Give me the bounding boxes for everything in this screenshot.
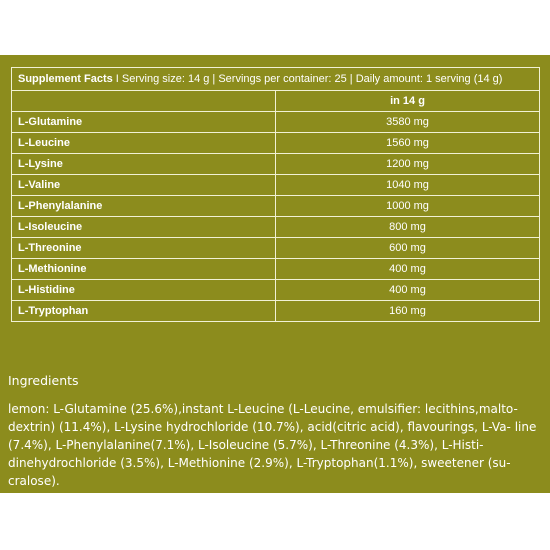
- table-row: [12, 175, 540, 196]
- table-row: [12, 238, 540, 259]
- nutrient-name: L-Isoleucine: [12, 217, 276, 238]
- nutrient-name: L-Tryptophan: [12, 301, 276, 322]
- table-row: [12, 301, 540, 322]
- table-row: [12, 217, 540, 238]
- table-row: [12, 112, 540, 133]
- table-row: [12, 196, 540, 217]
- nutrient-name: L-Glutamine: [12, 112, 276, 133]
- nutrient-name: L-Histidine: [12, 280, 276, 301]
- table-title: [12, 68, 540, 91]
- nutrient-amount: 1040 mg: [276, 175, 540, 196]
- supplement-facts-panel: [0, 55, 550, 493]
- nutrient-amount: 800 mg: [276, 217, 540, 238]
- supplement-facts-table: [11, 67, 540, 322]
- ingredients-heading: Ingredients: [8, 373, 79, 388]
- column-header-row: [12, 91, 540, 112]
- nutrient-amount: 1200 mg: [276, 154, 540, 175]
- table-title-row: [12, 68, 540, 91]
- nutrient-name: L-Leucine: [12, 133, 276, 154]
- table-title-details: I Serving size: 14 g | Servings per container: 25 | Daily amount: 1 serving (14 g): [112, 73, 503, 85]
- table-row: [12, 133, 540, 154]
- column-header-empty: [12, 91, 276, 112]
- table-row: [12, 259, 540, 280]
- facts-body: [12, 112, 540, 322]
- column-header-amount: in 14 g: [276, 91, 540, 112]
- nutrient-amount: 1000 mg: [276, 196, 540, 217]
- nutrient-amount: 400 mg: [276, 280, 540, 301]
- nutrient-name: L-Threonine: [12, 238, 276, 259]
- nutrient-name: L-Valine: [12, 175, 276, 196]
- table-title-strong: Supplement Facts: [18, 73, 113, 85]
- table-row: [12, 280, 540, 301]
- nutrient-name: L-Methionine: [12, 259, 276, 280]
- nutrient-amount: 400 mg: [276, 259, 540, 280]
- ingredients-text: lemon: L-Glutamine (25.6%),instant L-Leucine (L-Leucine, emulsifier: lecithins,malto- dextrin) (11.4%), L-Lysine hydrochloride (10.7%), acid(citric acid), flavourings, L-Va- line (7.4%), L-Phenylalanine(7.1%), L-Isoleucine (5.7%), L-Threonine (4.3%), L-Histi- dinehydrochloride (3.5%), L-Methionine (2.9%), L-Tryptophan(1.1%), sweetener (su- cralose).: [8, 402, 537, 488]
- nutrient-amount: 1560 mg: [276, 133, 540, 154]
- nutrient-amount: 160 mg: [276, 301, 540, 322]
- nutrient-name: L-Lysine: [12, 154, 276, 175]
- nutrient-amount: 600 mg: [276, 238, 540, 259]
- nutrient-name: L-Phenylalanine: [12, 196, 276, 217]
- nutrient-amount: 3580 mg: [276, 112, 540, 133]
- table-row: [12, 154, 540, 175]
